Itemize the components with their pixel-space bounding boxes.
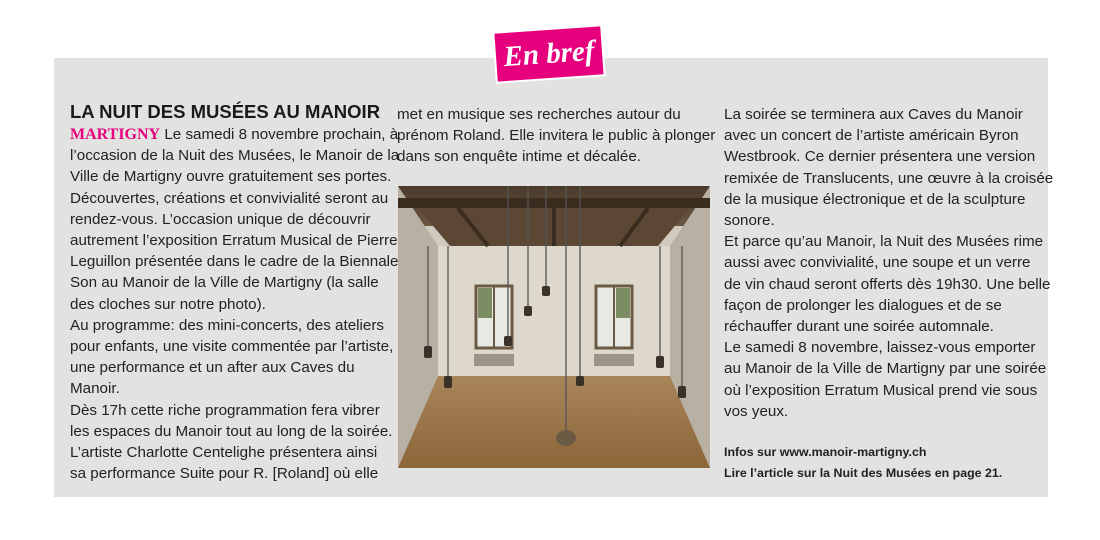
- article-line: autrement l’exposition Erratum Musical de Pierre: [70, 232, 398, 250]
- article-line: remixée de Translucents, une œuvre à la croisée: [724, 169, 1054, 187]
- article-line: MARTIGNY Le samedi 8 novembre prochain, à: [70, 126, 399, 143]
- article-line: vos yeux.: [724, 402, 789, 420]
- article-line: sa performance Suite pour R. [Roland] où elle: [70, 465, 379, 483]
- article-line: Dès 17h cette riche programmation fera vibrer: [70, 401, 380, 419]
- article-line: aussi avec convivialité, une soupe et un verre: [724, 254, 1031, 272]
- article-column-3: [724, 104, 1054, 422]
- article-line: où l’exposition Erratum Musical prend vie sous: [724, 381, 1038, 399]
- article-line: une performance et un after aux Caves du: [70, 359, 355, 377]
- badge-label: En bref: [502, 34, 596, 73]
- article-line: Et parce qu’au Manoir, la Nuit des Musées rime: [724, 233, 1044, 251]
- article-line: sonore.: [724, 212, 775, 230]
- article-line: Le samedi 8 novembre, laissez-vous emporter: [724, 339, 1036, 357]
- article-line: les espaces du Manoir tout au long de la soirée.: [70, 422, 393, 440]
- infos-website-line: Infos sur www.manoir-martigny.ch: [724, 445, 927, 459]
- article-line: Leguillon présentée dans le cadre de la Biennale: [70, 253, 399, 271]
- article-line: Au programme: des mini-concerts, des ateliers: [70, 316, 384, 334]
- article-line: au Manoir de la Ville de Martigny par une soirée: [724, 360, 1047, 378]
- article-line: Westbrook. Ce dernier présentera une version: [724, 148, 1036, 166]
- article-line: prénom Roland. Elle invitera le public à plonger: [397, 127, 716, 145]
- article-line: de vin chaud seront offerts dès 19h30. Une belle: [724, 275, 1051, 293]
- article-line: Ville de Martigny ouvre gratuitement ses portes.: [70, 168, 392, 186]
- article-column-2: [397, 104, 716, 168]
- article-line: rendez-vous. L’occasion unique de découvrir: [70, 210, 371, 228]
- article-line: met en musique ses recherches autour du: [397, 106, 681, 123]
- exhibition-photo: [398, 186, 710, 468]
- article-line: Manoir.: [70, 380, 120, 398]
- article-line: dans son enquête intime et décalée.: [397, 148, 642, 166]
- article-place: MARTIGNY: [70, 126, 161, 143]
- article-line: avec un concert de l’artiste américain Byron: [724, 127, 1019, 145]
- article-line: des cloches sur notre photo).: [70, 295, 266, 313]
- article-line: L’artiste Charlotte Centelighe présentera ainsi: [70, 444, 378, 462]
- article-line: La soirée se terminera aux Caves du Manoir: [724, 106, 1023, 123]
- article-line: l’occasion de la Nuit des Musées, le Manoir de la: [70, 147, 400, 165]
- en-bref-badge: [494, 26, 603, 81]
- article-infos: [724, 442, 1002, 483]
- article-column-1: [70, 100, 400, 484]
- article-headline: LA NUIT DES MUSÉES AU MANOIR: [70, 101, 381, 122]
- article-line: Découvertes, créations et convivialité seront au: [70, 189, 389, 207]
- article-line: Son au Manoir de la Ville de Martigny (la salle: [70, 274, 379, 292]
- article-line: de la musique électronique et de la sculpture: [724, 190, 1026, 208]
- article-line: réchauffer durant une soirée automnale.: [724, 318, 994, 336]
- article-line: pour enfants, une visite commentée par l’artiste,: [70, 338, 394, 356]
- article-line: façon de prolonger les dialogues et de se: [724, 296, 1002, 314]
- infos-page-ref-line: Lire l’article sur la Nuit des Musées en page 21.: [724, 465, 1003, 480]
